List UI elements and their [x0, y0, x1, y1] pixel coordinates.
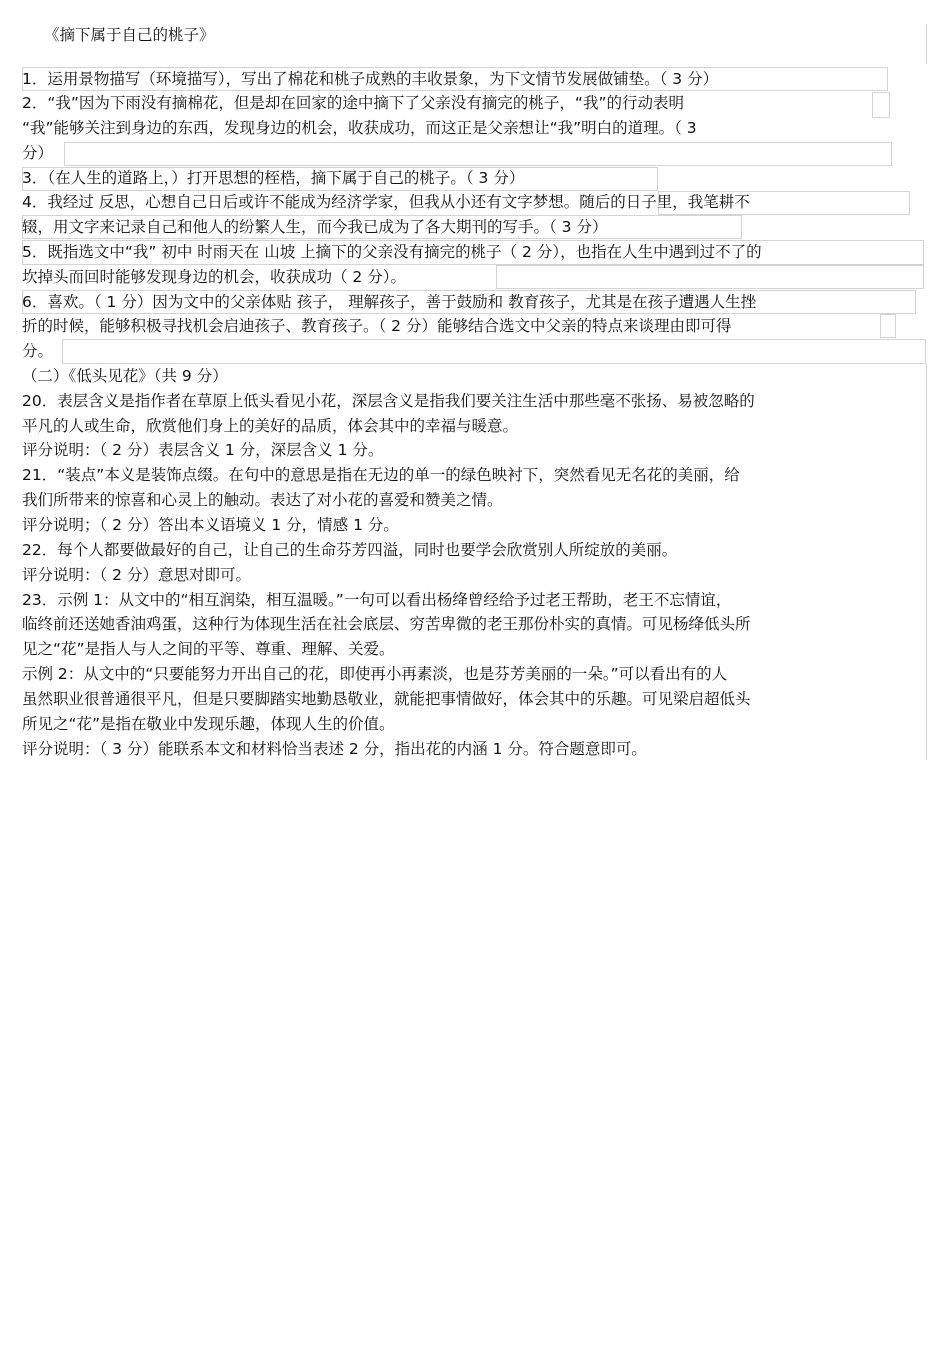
answer-line: 临终前还送她香油鸡蛋，这种行为体现生活在社会底层、穷苦卑微的老王那份朴实的真情。可见杨绛低头所	[22, 615, 751, 633]
cell-border	[872, 92, 890, 118]
cell-border	[496, 265, 924, 289]
answer-line: 所见之“花”是指在敬业中发现乐趣，体现人生的价值。	[22, 715, 395, 733]
answer-line: 虽然职业很普通很平凡，但是只要脚踏实地勤恳敬业，就能把事情做好，体会其中的乐趣。可见梁启超低头	[22, 690, 751, 708]
answer-line: “我”能够关注到身边的东西，发现身边的机会，收获成功，而这正是父亲想让“我”明白的道理。（ 3	[22, 119, 697, 137]
document-title: 《摘下属于自己的桃子》	[44, 26, 215, 44]
answer-line: 分。	[22, 342, 54, 360]
answer-line: 6．喜欢。（ 1 分）因为文中的父亲体贴 孩子， 理解孩子，善于鼓励和 教育孩子，尤其是在孩子遭遇人生挫	[22, 293, 757, 311]
answer-line: 折的时候，能够积极寻找机会启迪孩子、教育孩子。（ 2 分）能够结合选文中父亲的特点来谈理由即可得	[22, 317, 732, 335]
scoring-note: 评分说明：（ 2 分）意思对即可。	[22, 566, 251, 584]
answer-line: 见之“花”是指人与人之间的平等、尊重、理解、关爱。	[22, 640, 395, 658]
cell-border	[62, 339, 926, 364]
answer-line: 5．既指选文中“我” 初中 时雨天在 山坡 上摘下的父亲没有摘完的桃子（ 2 分），也指在人生中遇到过不了的	[22, 243, 762, 261]
section-heading: （二）《低头见花》（共 9 分）	[22, 367, 228, 385]
answer-line: 21．“装点”本义是装饰点缀。在句中的意思是指在无边的单一的绿色映衬下，突然看见无名花的美丽，给	[22, 466, 740, 484]
answer-line: 1．运用景物描写（环境描写），写出了棉花和桃子成熟的丰收景象，为下文情节发展做铺垫。（ 3 分）	[22, 70, 719, 88]
answer-line: 示例 2：从文中的“只要能努力开出自己的花，即使再小再素淡，也是芬芳美丽的一朵。”可以看出有的人	[22, 665, 728, 683]
answer-line: 3．（在人生的道路上，）打开思想的桎梏，摘下属于自己的桃子。（ 3 分）	[22, 169, 525, 187]
answer-line: 平凡的人或生命，欣赏他们身上的美好的品质，体会其中的幸福与暖意。	[22, 417, 519, 435]
answer-line: 22．每个人都要做最好的自己，让自己的生命芬芳四溢，同时也要学会欣赏别人所绽放的美丽。	[22, 541, 678, 559]
cell-border	[64, 142, 892, 166]
answer-line: 坎掉头而回时能够发现身边的机会，收获成功（ 2 分）。	[22, 268, 406, 286]
answer-line: 23．示例 1：从文中的“相互润染，相互温暖。”一句可以看出杨绛曾经给予过老王帮助，老王不忘情谊，	[22, 591, 732, 609]
scoring-note: 评分说明：（ 3 分）能联系本文和材料恰当表述 2 分，指出花的内涵 1 分。符合题意即可。	[22, 740, 647, 758]
cell-border	[926, 24, 927, 64]
answer-line: 分）	[22, 144, 54, 162]
answer-line: 4．我经过 反思，心想自己日后或许不能成为经济学家，但我从小还有文字梦想。随后的日子里，我笔耕不	[22, 193, 750, 211]
scoring-note: 评分说明：（ 2 分）表层含义 1 分，深层含义 1 分。	[22, 441, 384, 459]
cell-border	[926, 364, 927, 760]
cell-border	[880, 314, 896, 338]
answer-line: 2．“我”因为下雨没有摘棉花，但是却在回家的途中摘下了父亲没有摘完的桃子，“我”的行动表明	[22, 94, 684, 112]
answer-line: 20．表层含义是指作者在草原上低头看见小花，深层含义是指我们要关注生活中那些毫不张扬、易被忽略的	[22, 392, 755, 410]
answer-line: 我们所带来的惊喜和心灵上的触动。表达了对小花的喜爱和赞美之情。	[22, 491, 503, 509]
answer-line: 辍，用文字来记录自己和他人的纷繁人生，而今我已成为了各大期刊的写手。（ 3 分）	[22, 218, 608, 236]
scoring-note: 评分说明；（ 2 分）答出本义语境义 1 分，情感 1 分。	[22, 516, 399, 534]
